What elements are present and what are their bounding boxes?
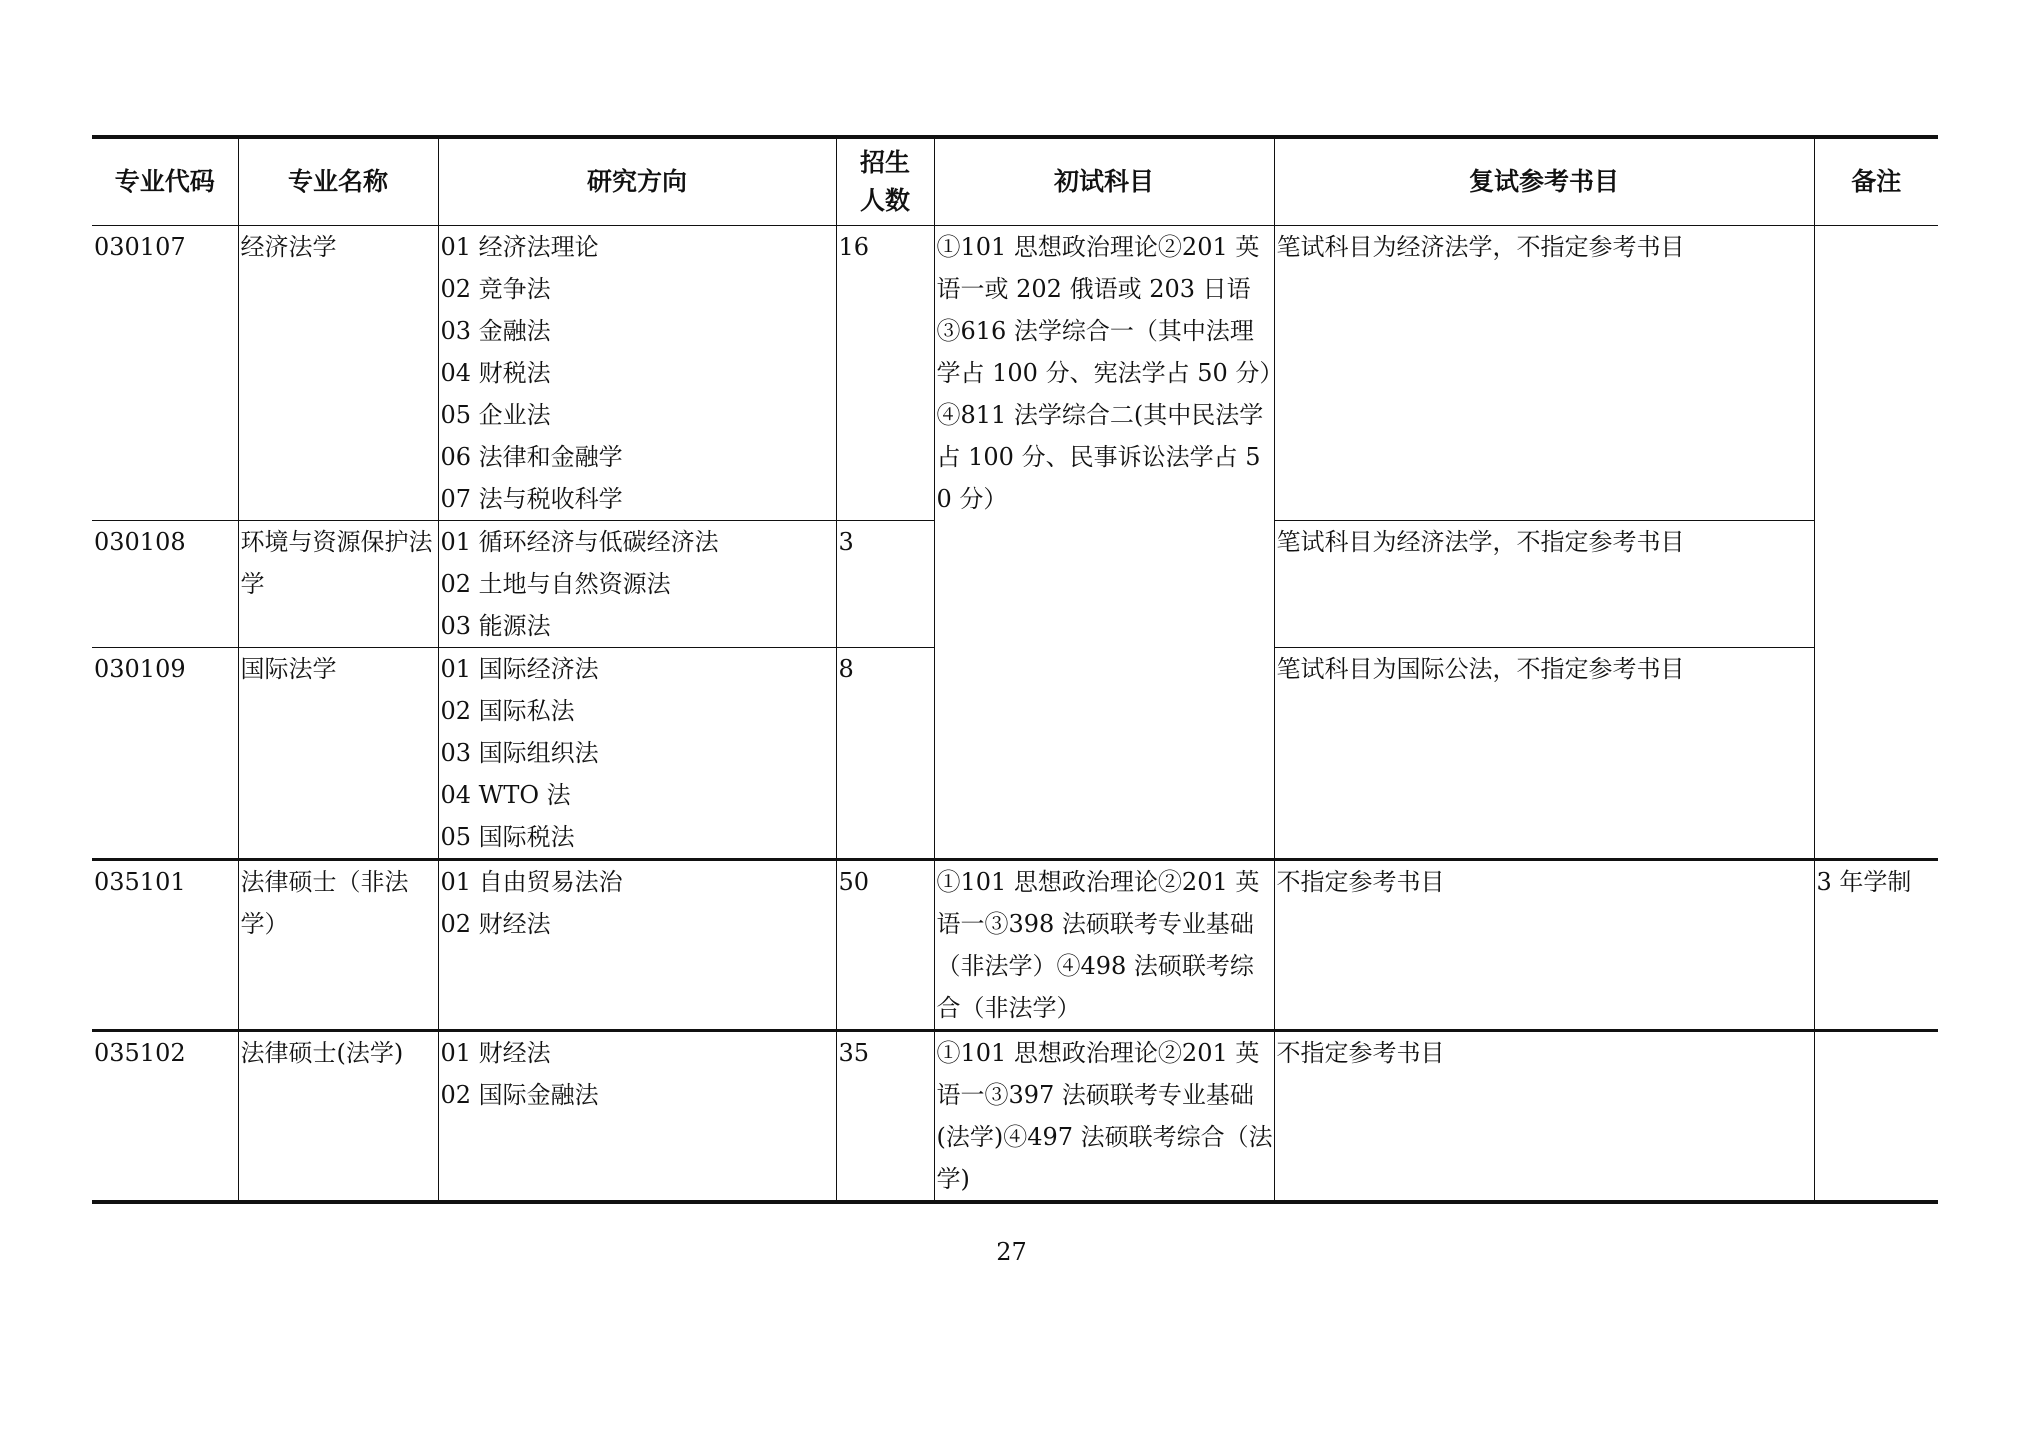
cell-directions (438, 1031, 836, 1203)
cell-code: 030107 (92, 226, 238, 521)
cell-enroll: 3 (836, 521, 934, 648)
cell-notes (1814, 226, 1938, 860)
cell-name: 经济法学 (238, 226, 438, 521)
cell-code: 030108 (92, 521, 238, 648)
cell-notes: 3 年学制 (1814, 860, 1938, 1031)
direction-item: 02 竞争法 (440, 275, 551, 303)
cell-enroll: 50 (836, 860, 934, 1031)
cell-name: 环境与资源保护法学 (238, 521, 438, 648)
header-row (92, 137, 1938, 226)
cell-name: 国际法学 (238, 648, 438, 860)
cell-books: 笔试科目为国际公法，不指定参考书目 (1274, 648, 1814, 860)
cell-books: 笔试科目为经济法学，不指定参考书目 (1274, 521, 1814, 648)
direction-item: 01 经济法理论 (440, 233, 599, 261)
header-enroll-line2: 人数 (859, 186, 910, 215)
direction-item: 03 能源法 (440, 612, 551, 640)
direction-item: 05 国际税法 (440, 823, 575, 851)
header-enroll (836, 137, 934, 226)
direction-item: 01 循环经济与低碳经济法 (440, 528, 719, 556)
cell-code: 035101 (92, 860, 238, 1031)
cell-books: 不指定参考书目 (1274, 860, 1814, 1031)
cell-books: 不指定参考书目 (1274, 1031, 1814, 1203)
direction-item: 03 国际组织法 (440, 739, 599, 767)
cell-books: 笔试科目为经济法学，不指定参考书目 (1274, 226, 1814, 521)
cell-exam: ①101 思想政治理论②201 英语一或 202 俄语或 203 日语③616 法学综合一（其中法理学占 100 分、宪法学占 50 分）④811 法学综合二(其中民法学占 100 分、民事诉讼法学占 50 分） (934, 226, 1274, 860)
table-row (92, 226, 1938, 521)
table-row (92, 860, 1938, 1031)
header-exam: 初试科目 (934, 137, 1274, 226)
cell-code: 035102 (92, 1031, 238, 1203)
cell-enroll: 16 (836, 226, 934, 521)
header-books: 复试参考书目 (1274, 137, 1814, 226)
direction-item: 06 法律和金融学 (440, 443, 623, 471)
cell-directions (438, 521, 836, 648)
direction-item: 01 财经法 (440, 1039, 551, 1067)
page-number: 27 (996, 1238, 1027, 1266)
direction-item: 04 WTO 法 (440, 781, 571, 809)
direction-item: 05 企业法 (440, 401, 551, 429)
cell-directions (438, 648, 836, 860)
cell-name: 法律硕士（非法学） (238, 860, 438, 1031)
cell-directions (438, 860, 836, 1031)
direction-item: 01 国际经济法 (440, 655, 599, 683)
header-enroll-line1: 招生 (859, 148, 910, 177)
direction-item: 04 财税法 (440, 359, 551, 387)
header-direction: 研究方向 (438, 137, 836, 226)
cell-directions (438, 226, 836, 521)
cell-notes (1814, 1031, 1938, 1203)
cell-enroll: 8 (836, 648, 934, 860)
cell-name: 法律硕士(法学) (238, 1031, 438, 1203)
cell-exam: ①101 思想政治理论②201 英语一③398 法硕联考专业基础（非法学）④498 法硕联考综合（非法学） (934, 860, 1274, 1031)
admissions-table (92, 135, 1938, 1204)
cell-code: 030109 (92, 648, 238, 860)
header-name: 专业名称 (238, 137, 438, 226)
direction-item: 03 金融法 (440, 317, 551, 345)
cell-enroll: 35 (836, 1031, 934, 1203)
direction-item: 02 土地与自然资源法 (440, 570, 671, 598)
direction-item: 01 自由贸易法治 (440, 868, 623, 896)
table-row (92, 1031, 1938, 1203)
header-code: 专业代码 (92, 137, 238, 226)
direction-item: 02 国际金融法 (440, 1081, 599, 1109)
direction-item: 02 财经法 (440, 910, 551, 938)
direction-item: 07 法与税收科学 (440, 485, 623, 513)
header-notes: 备注 (1814, 137, 1938, 226)
cell-exam: ①101 思想政治理论②201 英语一③397 法硕联考专业基础(法学)④497 法硕联考综合（法学) (934, 1031, 1274, 1203)
direction-item: 02 国际私法 (440, 697, 575, 725)
